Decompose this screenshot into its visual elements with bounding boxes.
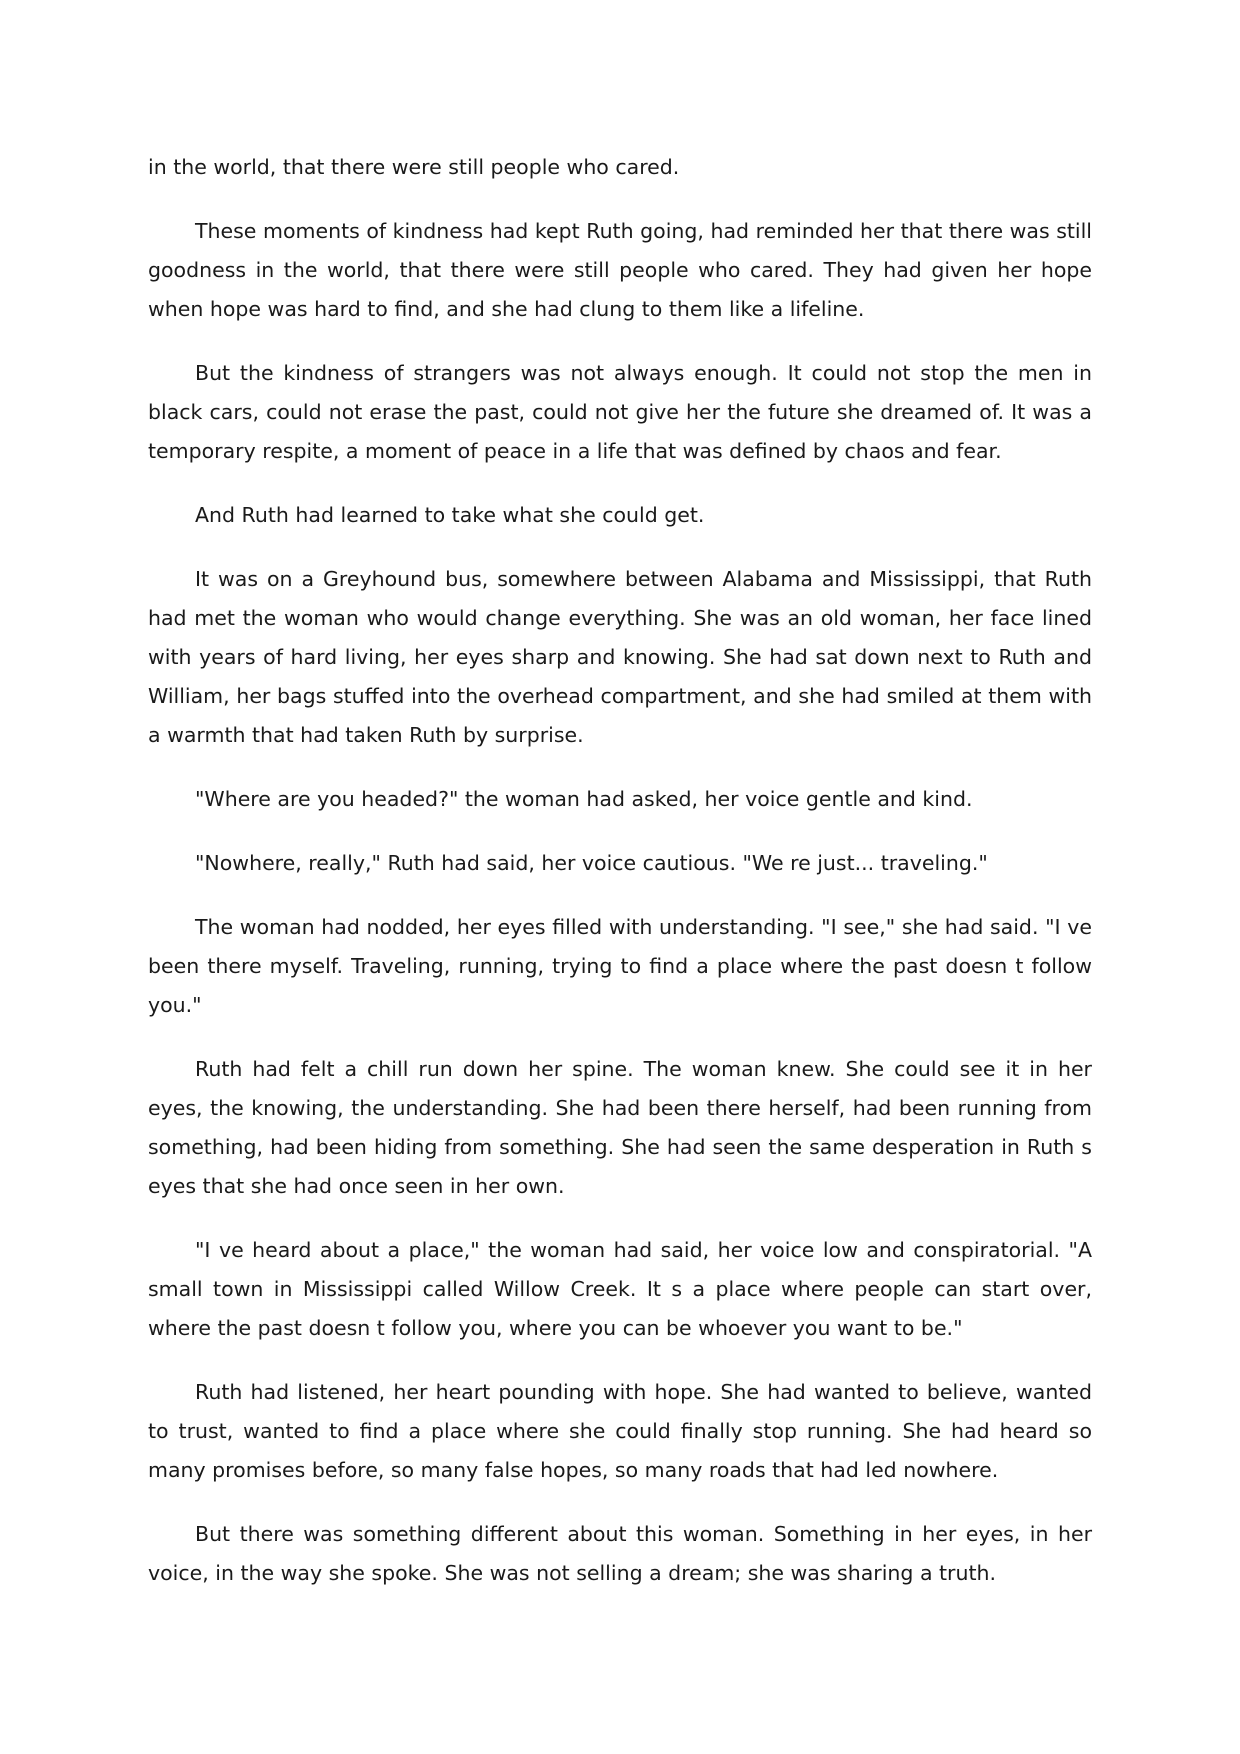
- paragraph: Ruth had listened, her heart pounding with hope. She had wanted to believe, wanted to trust, wanted to find a place where she could finally stop running. She had heard so many promises before, so many false hopes, so many roads that had led nowhere.: [148, 1380, 1092, 1482]
- paragraph: It was on a Greyhound bus, somewhere between Alabama and Mississippi, that Ruth had met the woman who would change everything. She was an old woman, her face lined with years of hard living, her eyes sharp and knowing. She had sat down next to Ruth and William, her bags stuffed into the overhead compartment, and she had smiled at them with a warmth that had taken Ruth by surprise.: [148, 567, 1092, 747]
- paragraph: But the kindness of strangers was not always enough. It could not stop the men in black cars, could not erase the past, could not give her the future she dreamed of. It was a temporary respite, a moment of peace in a life that was defined by chaos and fear.: [148, 361, 1092, 463]
- text-column: [148, 148, 1092, 1618]
- paragraph: "I ve heard about a place," the woman had said, her voice low and conspiratorial. "A small town in Mississippi called Willow Creek. It s a place where people can start over, where the past doesn t follow you, where you can be whoever you want to be.": [148, 1238, 1092, 1340]
- paragraph: But there was something different about this woman. Something in her eyes, in her voice, in the way she spoke. She was not selling a dream; she was sharing a truth.: [148, 1522, 1092, 1585]
- paragraph-continued: in the world, that there were still people who cared.: [148, 155, 680, 179]
- paragraph: And Ruth had learned to take what she could get.: [195, 503, 705, 527]
- paragraph: These moments of kindness had kept Ruth going, had reminded her that there was still goodness in the world, that there were still people who cared. They had given her hope when hope was hard to find, and she had clung to them like a lifeline.: [148, 219, 1092, 321]
- paragraph: The woman had nodded, her eyes filled with understanding. "I see," she had said. "I ve been there myself. Traveling, running, trying to find a place where the past doesn t follow you.": [148, 915, 1092, 1017]
- paragraph: "Nowhere, really," Ruth had said, her voice cautious. "We re just... traveling.": [195, 851, 988, 875]
- paragraph: "Where are you headed?" the woman had asked, her voice gentle and kind.: [195, 787, 973, 811]
- paragraph: Ruth had felt a chill run down her spine. The woman knew. She could see it in her eyes, the knowing, the understanding. She had been there herself, had been running from something, had been hiding from something. She had seen the same desperation in Ruth s eyes that she had once seen in her own.: [148, 1057, 1092, 1198]
